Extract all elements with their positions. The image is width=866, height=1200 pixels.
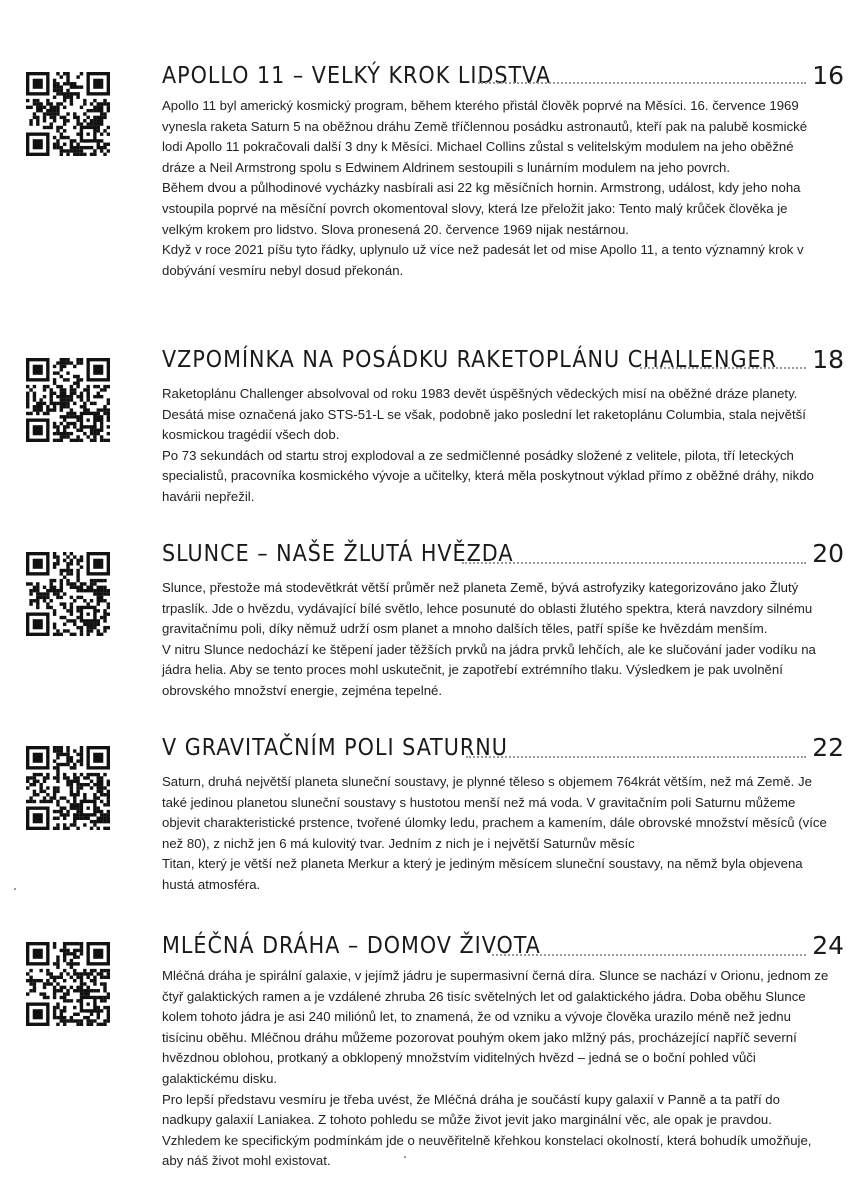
leader-dots [462, 562, 806, 564]
leader-dots [640, 367, 806, 369]
section-title: MLÉČNÁ DRÁHA – DOMOV ŽIVOTA [162, 933, 541, 959]
leader-dots [492, 954, 806, 956]
paragraph: Když v roce 2021 píšu tyto řádky, uplynulo už více než padesát let od mise Apollo 11, a tento významný krok v dobývání vesmíru nebyl dosud překonán. [162, 242, 804, 278]
page-number: 24 [812, 931, 844, 960]
section-title: VZPOMÍNKA NA POSÁDKU RAKETOPLÁNU CHALLENGER [162, 347, 777, 373]
qr-code-icon[interactable] [26, 72, 110, 156]
paragraph: V nitru Slunce nedochází ke štěpení jader těžších prvků na jádra prvků lehčích, ale ke slučování jader vodíku na jádra helia. Aby se tento proces mohl uskutečnit, je zapotřebí extrémního tlaku. Výsledkem je pak uvolnění obrovského množství energie, zejména tepelné. [162, 641, 816, 698]
paragraph: Saturn, druhá největší planeta sluneční soustavy, je plynné těleso s objemem 764krát větším, než má Země. Je také jedinou planetou sluneční soustavy s hustotou menší než má voda. V gravitačním poli Saturnu můžeme objevit charakteristické prstence, tvořené úlomky ledu, prachem a kamením, dále obrovské množství měsíců (více než 80), z nichž jen 6 má kulovitý tvar. Jedním z nich je i největší Saturnův měsíc [162, 774, 827, 851]
paragraph: Mléčná dráha je spirální galaxie, v jejímž jádru je supermasivní černá díra. Slunce se nachází v Orionu, jednom ze čtyř galaktických ramen a je vzdálené zhruba 26 tisíc světelných let od galaktického jádra. Doba oběhu Slunce kolem tohoto jádra je asi 240 miliónů let, to znamená, že od vzniku a vývoje člověka urazilo méně než jednu tisícinu oběhu. Mléčnou dráhu můžeme pozorovat pouhým okem jako mlžný pás, procházející napříč severní hvězdnou oblohou, protkaný a obklopený množstvím viditelných hvězd – jedná se o boční pohled vůči galaktickému disku. [162, 968, 829, 1086]
leader-dots [466, 756, 806, 758]
section-title: V GRAVITAČNÍM POLI SATURNU [162, 735, 508, 761]
page-number: 20 [812, 539, 844, 568]
section-body [162, 966, 830, 1172]
paragraph: Pro lepší představu vesmíru je třeba uvést, že Mléčná dráha je součástí kupy galaxií v Panně a ta patří do nadkupy galaxií Laniakea. Z tohoto pohledu se může život jevit jako marginální věc, ale opak je pravdou. Vzhledem ke specifickým podmínkám jde o neuvěřitelně křehkou konstelaci okolností, která bohudík umožňuje, aby náš život mohl existovat. [162, 1091, 812, 1169]
paragraph: Slunce, přestože má stodevětkrát větší průměr než planeta Země, bývá astrofyziky kategorizováno jako Žlutý trpaslík. Jde o hvězdu, vydávající bílé světlo, lehce posunuté do oblasti žlutého spektra, která navzdory silnému gravitačnímu poli, díky němuž udrží osm planet a mnoho dalších těles, patří spíše ke hvězdám menším. [162, 580, 813, 637]
scan-speck [404, 1156, 406, 1158]
paragraph: Titan, který je větší než planeta Merkur a který je jediným měsícem sluneční soustavy, na němž byla objevena hustá atmosféra. [162, 856, 803, 892]
section-body [162, 578, 830, 702]
page-number: 22 [812, 733, 844, 762]
section-body [162, 772, 830, 896]
qr-code-icon[interactable] [26, 552, 110, 636]
paragraph: Po 73 sekundách od startu stroj explodoval a ze sedmičlenné posádky složené z velitele, pilota, tří leteckých specialistů, pracovníka kosmického vývoje a učitelky, která měla poskytnout výklad přímo z oběžné dráhy, nikdo havárii nepřežil. [162, 447, 814, 504]
section-title: APOLLO 11 – VELKÝ KROK LIDSTVA [162, 63, 552, 89]
paragraph: Raketoplánu Challenger absolvoval od roku 1983 devět úspěšných vědeckých misí na oběžné dráze planety. Desátá mise označená jako STS-51-L se však, podobně jako poslední let raketoplánu Columbia, stala největší kosmickou tragédií všech dob. [162, 386, 806, 443]
section-body [162, 384, 830, 508]
qr-code-icon[interactable] [26, 942, 110, 1026]
scan-speck [14, 888, 16, 890]
qr-code-icon[interactable] [26, 358, 110, 442]
paragraph: Apollo 11 byl americký kosmický program, během kterého přistál člověk poprvé na Měsíci. 16. července 1969 vynesla raketa Saturn 5 na oběžnou dráhu Země tříčlennou posádku astronautů, kteří pak na palubě kosmické lodi Apollo 11 pokračovali další 3 dny k Měsíci. Michael Collins zůstal s velitelským modulem na jeho oběžné dráze a Neil Armstrong spolu s Edwinem Aldrinem sestoupili s lunárním modulem na jeho povrch. [162, 98, 808, 175]
page-number: 18 [812, 345, 844, 374]
paragraph: Během dvou a půlhodinové vycházky nasbírali asi 22 kg měsíčních hornin. Armstrong, událost, kdy jeho noha vstoupila poprvé na měsíční povrch okomentoval slovy, která lze přeložit jako: Tento malý krůček člověka je velkým krokem pro lidstvo. Slova pronesená 20. července 1969 nijak nestárnou. [162, 180, 801, 237]
section-title: SLUNCE – NAŠE ŽLUTÁ HVĚZDA [162, 541, 514, 567]
qr-code-icon[interactable] [26, 746, 110, 830]
section-body [162, 96, 830, 281]
leader-dots [478, 82, 806, 84]
page-number: 16 [812, 61, 844, 90]
